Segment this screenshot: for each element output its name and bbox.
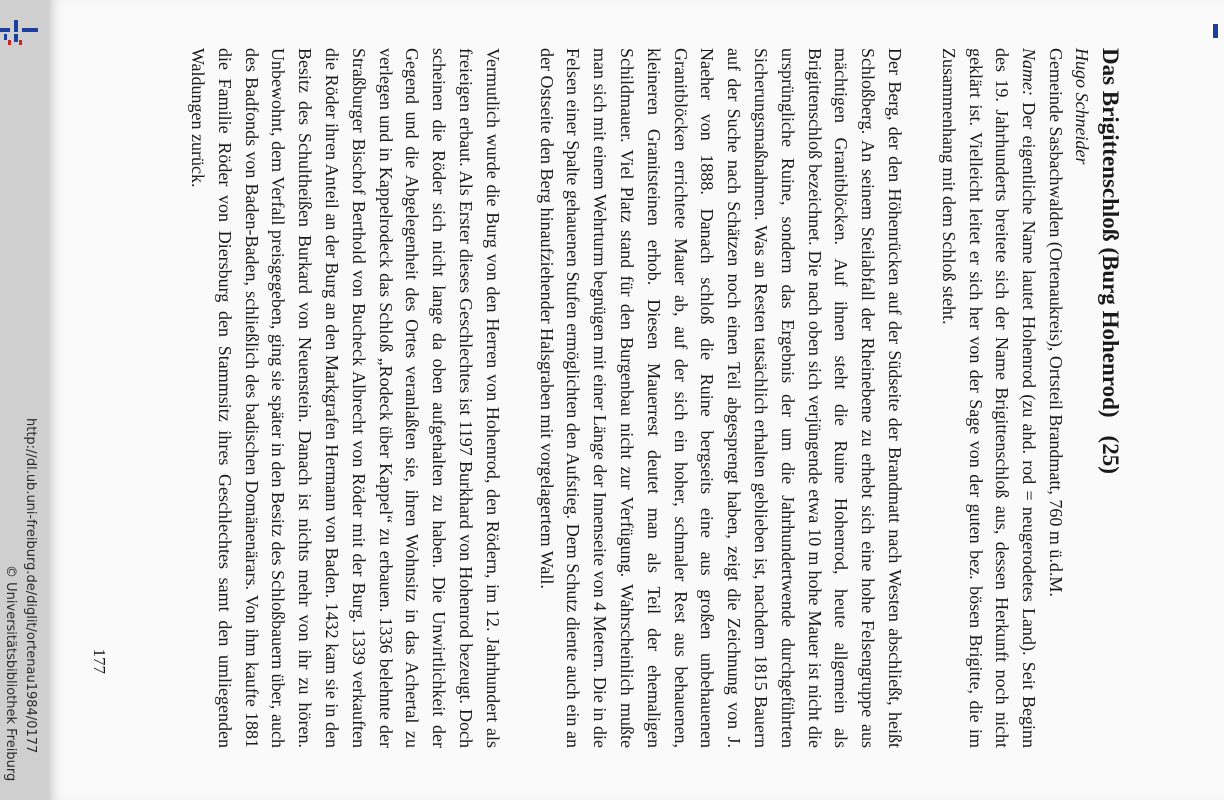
location-line: Gemeinde Sasbachwalden (Ortenaukreis), Ortsteil Brandmatt, 760 m ü.d.M. [1046, 48, 1066, 597]
document-url[interactable]: http://dl.ub.uni-freiburg.de/diglit/ortenau1984/0177 [23, 418, 38, 754]
history-paragraph: Vermutlich wurde die Burg von den Herren von Hohenrod, den Rödern, im 12. Jahrhundert als freieigen erbaut. Als Erster dieses Geschlechtes ist 1197 Burkhard von Hohenrod bezeugt. Doch scheinen die Röder sich nicht lange da oben aufgehalten zu haben. Die Unwirtlichkeit der Gegend und die Abgelegenheit des Ortes veranlaßten sie, ihren Wohnsitz in das Achertal zu verlegen und in Kappelrodeck das Schloß „Rodeck über Kappel“ zu erbauen. 1336 belehnte der Straßburger Bischof Berthold von Bucheck Albrecht von Röder mit der Burg. 1339 verkauften die Röder ihren Anteil an der Burg an den Markgrafen Hermann von Baden. 1432 kam sie in den Besitz des Schultheißen Burkard von Neuenstein. Danach ist nichts mehr von ihr zu hören. Unbewohnt, dem Verfall preisgegeben, ging sie später in den Besitz des Schloßbauern über, auch des Badfonds von Baden-Baden, schließlich des badischen Domänenärars. Von ihm kaufte 1881 die Familie Röder von Diersburg den Stammsitz ihres Geschlechtes samt den umliegenden Waldungen zurück. [188, 48, 503, 748]
page-title [1096, 48, 1124, 748]
title-number: (25) [1098, 435, 1123, 474]
description-paragraph: Der Berg, der den Höhenrücken auf der Südseite der Brandmatt nach Westen abschließt, heißt Schloßberg. An seinem Steilabfall der Rheinebene zu erhebt sich eine hohe Felsengruppe aus mächtigen Granitblöcken. Auf ihnen steht die Ruine Hohenrod, heute allgemein als Brigittenschloß bezeichnet. Die nach oben sich verjüngende etwa 10 m hohe Mauer ist nicht die ursprüngliche Ruine, sondern das Ergebnis der um die Jahrhundertwende durchgeführten Sicherungsmaßnahmen. Was an Resten tatsächlich erhalten geblieben ist, nachdem 1815 Bauern auf der Suche nach Schätzen noch einen Teil abgesprengt haben, zeigt die Zeichnung von J. Naeher von 1888. Danach schloß die Ruine bergseits eine aus großen unbehauenen Granitblöcken errichtete Mauer ab, auf der sich ein hoher, schmaler Rest aus behauenen, kleineren Granitsteinen erhob. Diesen Mauerrest deutet man als Teil der ehemaligen Schildmauer. Viel Platz stand für den Burgenbau nicht zur Verfügung. Wahrscheinlich mußte man sich mit einem Wehrturm begnügen mit einer Länge der Innenseite von 4 Metern. Die in die Felsen einer Spalte gehauenen Stufen ermöglichten den Aufstieg. Dem Schutz diente auch ein an der Ostseite den Berg hinaufziehender Halsgraben mit vorgelagertem Wall. [536, 48, 906, 748]
name-paragraph-text: Der eigentliche Name lautet Hohenrod (zu ahd. rod = neugerodetes Land). Seit Beginn des 19. Jahrhunderts breitete sich der Name Brigittenschloß aus, dessen Herkunft noch nicht geklärt ist. Vielleicht leitet er sich her von der Sage von der guten bez. bösen Brigitte, die im Zusammenhang mit dem Schloß steht. [938, 48, 1040, 749]
name-label: Name: [1019, 48, 1040, 96]
sidebar-text-area [0, 0, 48, 800]
title-text: Das Brigittenschloß (Burg Hohenrod) [1098, 48, 1123, 418]
rotated-page-content [90, 48, 1124, 749]
page-number: 177 [90, 648, 109, 674]
name-paragraph [935, 48, 1042, 748]
viewer-sidebar [0, 0, 48, 800]
page-marker [1213, 24, 1218, 38]
copyright-notice: © Universitätsbibliothek Freiburg [3, 565, 18, 782]
author-name: Hugo Schneider [1072, 48, 1092, 165]
